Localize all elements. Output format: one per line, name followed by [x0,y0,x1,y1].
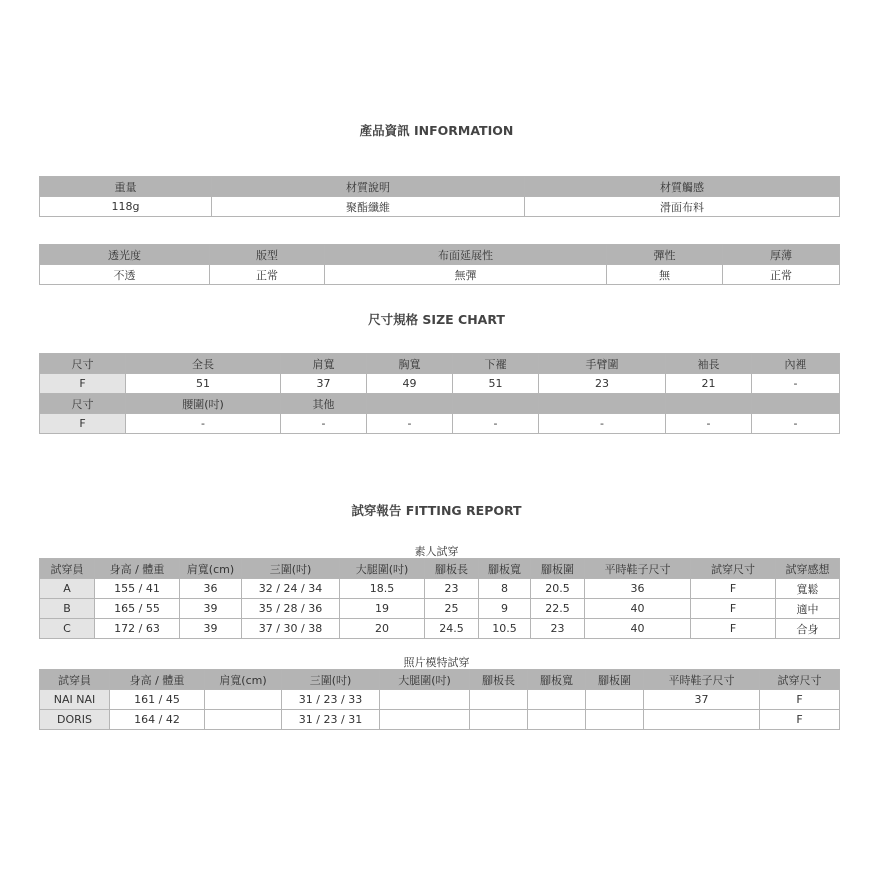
model-fitting-table [39,669,840,730]
header-shoulder-cm: 肩寬(cm) [180,559,242,579]
table-cell: 31 / 23 / 31 [282,710,380,730]
table-row [40,414,840,434]
table-cell [586,690,644,710]
table-cell: 37 [644,690,760,710]
value-texture: 滑面布料 [525,197,840,217]
information-title: 產品資訊 INFORMATION [359,123,514,138]
table-header-row [40,559,840,579]
table-cell: 36 [180,579,242,599]
table-row [40,197,840,217]
table-cell: - [539,414,666,434]
fitting-report-title: 試穿報告 FITTING REPORT [351,503,522,518]
header-material: 材質說明 [212,177,525,197]
table-cell: 37 / 30 / 38 [242,619,340,639]
table-cell: 51 [126,374,281,394]
table-cell: 適中 [776,599,840,619]
table-cell: 172 / 63 [95,619,180,639]
table-cell: 10.5 [479,619,531,639]
header-weight: 重量 [40,177,212,197]
header-shoulder-cm: 肩寬(cm) [205,670,282,690]
table-cell: 39 [180,599,242,619]
table-cell: 31 / 23 / 33 [282,690,380,710]
header-size: 尺寸 [40,354,126,374]
header-arm: 手臂圍 [539,354,666,374]
header-thigh: 大腿圍(吋) [380,670,470,690]
header-shoulder: 肩寬 [281,354,367,374]
table-cell: F [691,599,776,619]
header-height-weight: 身高 / 體重 [95,559,180,579]
table-header-row [40,670,840,690]
header-thigh: 大腿圍(吋) [340,559,425,579]
header-fit: 版型 [210,245,325,265]
table-cell: - [367,414,453,434]
value-material: 聚酯纖維 [212,197,525,217]
table-header-row [40,394,840,414]
header-height-weight: 身高 / 體重 [110,670,205,690]
header-foot-width: 腳板寬 [528,670,586,690]
header-foot-length: 腳板長 [425,559,479,579]
size-label: F [40,374,126,394]
table-cell: 合身 [776,619,840,639]
value-opacity: 不透 [40,265,210,285]
tester-label: A [40,579,95,599]
table-cell [528,710,586,730]
table-row [40,619,840,639]
value-elasticity: 無 [607,265,723,285]
header-chest: 胸寬 [367,354,453,374]
table-cell: 23 [539,374,666,394]
table-row [40,374,840,394]
value-thickness: 正常 [723,265,840,285]
table-cell: 9 [479,599,531,619]
header-size: 尺寸 [40,394,126,414]
table-cell [205,710,282,730]
table-row [40,599,840,619]
header-sleeve: 袖長 [666,354,752,374]
table-cell: F [691,619,776,639]
table-cell [380,710,470,730]
header-thickness: 厚薄 [723,245,840,265]
amateur-fitting-table [39,558,840,639]
value-fit: 正常 [210,265,325,285]
table-cell: 20 [340,619,425,639]
header-length: 全長 [126,354,281,374]
table-cell [380,690,470,710]
table-cell: - [666,414,752,434]
table-cell: 24.5 [425,619,479,639]
table-cell: 32 / 24 / 34 [242,579,340,599]
table-cell: 寬鬆 [776,579,840,599]
table-cell: 18.5 [340,579,425,599]
header-empty [367,394,453,414]
table-cell: 36 [585,579,691,599]
table-cell: 164 / 42 [110,710,205,730]
table-cell [528,690,586,710]
header-feedback: 試穿感想 [776,559,840,579]
table-cell: - [752,374,840,394]
header-empty [453,394,539,414]
header-foot-girth: 腳板圍 [586,670,644,690]
header-tester: 試穿員 [40,670,110,690]
table-cell: 51 [453,374,539,394]
table-cell: - [453,414,539,434]
header-foot-girth: 腳板圍 [531,559,585,579]
table-cell: 37 [281,374,367,394]
table-cell: 21 [666,374,752,394]
table-cell: F [691,579,776,599]
header-tried-size: 試穿尺寸 [760,670,840,690]
table-cell: - [281,414,367,434]
table-row [40,710,840,730]
header-empty [539,394,666,414]
table-cell: 40 [585,599,691,619]
header-other: 其他 [281,394,367,414]
amateur-fitting-caption: 素人試穿 [414,545,459,558]
header-tried-size: 試穿尺寸 [691,559,776,579]
table-cell: 22.5 [531,599,585,619]
header-tester: 試穿員 [40,559,95,579]
table-cell: 49 [367,374,453,394]
table-cell: 25 [425,599,479,619]
table-row [40,579,840,599]
header-measurements: 三圍(吋) [242,559,340,579]
table-cell [470,690,528,710]
header-shoe-size: 平時鞋子尺寸 [644,670,760,690]
table-cell: 165 / 55 [95,599,180,619]
size-label: F [40,414,126,434]
table-cell: 8 [479,579,531,599]
header-lining: 內裡 [752,354,840,374]
table-cell: 40 [585,619,691,639]
table-cell [586,710,644,730]
table-cell: 39 [180,619,242,639]
tester-label: DORIS [40,710,110,730]
size-chart-title: 尺寸規格 SIZE CHART [368,312,505,327]
table-cell: 20.5 [531,579,585,599]
header-foot-length: 腳板長 [470,670,528,690]
table-cell: 19 [340,599,425,619]
header-texture: 材質觸感 [525,177,840,197]
table-cell: F [760,690,840,710]
header-opacity: 透光度 [40,245,210,265]
tester-label: C [40,619,95,639]
table-row [40,690,840,710]
header-measurements: 三圍(吋) [282,670,380,690]
table-cell: 23 [531,619,585,639]
table-row [40,265,840,285]
header-foot-width: 腳板寬 [479,559,531,579]
header-empty [666,394,752,414]
table-cell [470,710,528,730]
tester-label: NAI NAI [40,690,110,710]
table-header-row [40,245,840,265]
tester-label: B [40,599,95,619]
table-cell: 35 / 28 / 36 [242,599,340,619]
table-cell: 23 [425,579,479,599]
table-header-row [40,177,840,197]
header-empty [752,394,840,414]
header-shoe-size: 平時鞋子尺寸 [585,559,691,579]
table-header-row [40,354,840,374]
header-hem: 下襬 [453,354,539,374]
table-cell [644,710,760,730]
info-table-material [39,176,840,217]
value-weight: 118g [40,197,212,217]
table-cell: - [126,414,281,434]
table-cell: 161 / 45 [110,690,205,710]
size-chart-table [39,353,840,434]
table-cell: F [760,710,840,730]
info-table-properties [39,244,840,285]
header-waist: 腰圍(吋) [126,394,281,414]
table-cell: 155 / 41 [95,579,180,599]
table-cell: - [752,414,840,434]
table-cell [205,690,282,710]
model-fitting-caption: 照片模特試穿 [403,656,470,669]
value-stretch: 無彈 [325,265,607,285]
header-elasticity: 彈性 [607,245,723,265]
header-stretch: 布面延展性 [325,245,607,265]
